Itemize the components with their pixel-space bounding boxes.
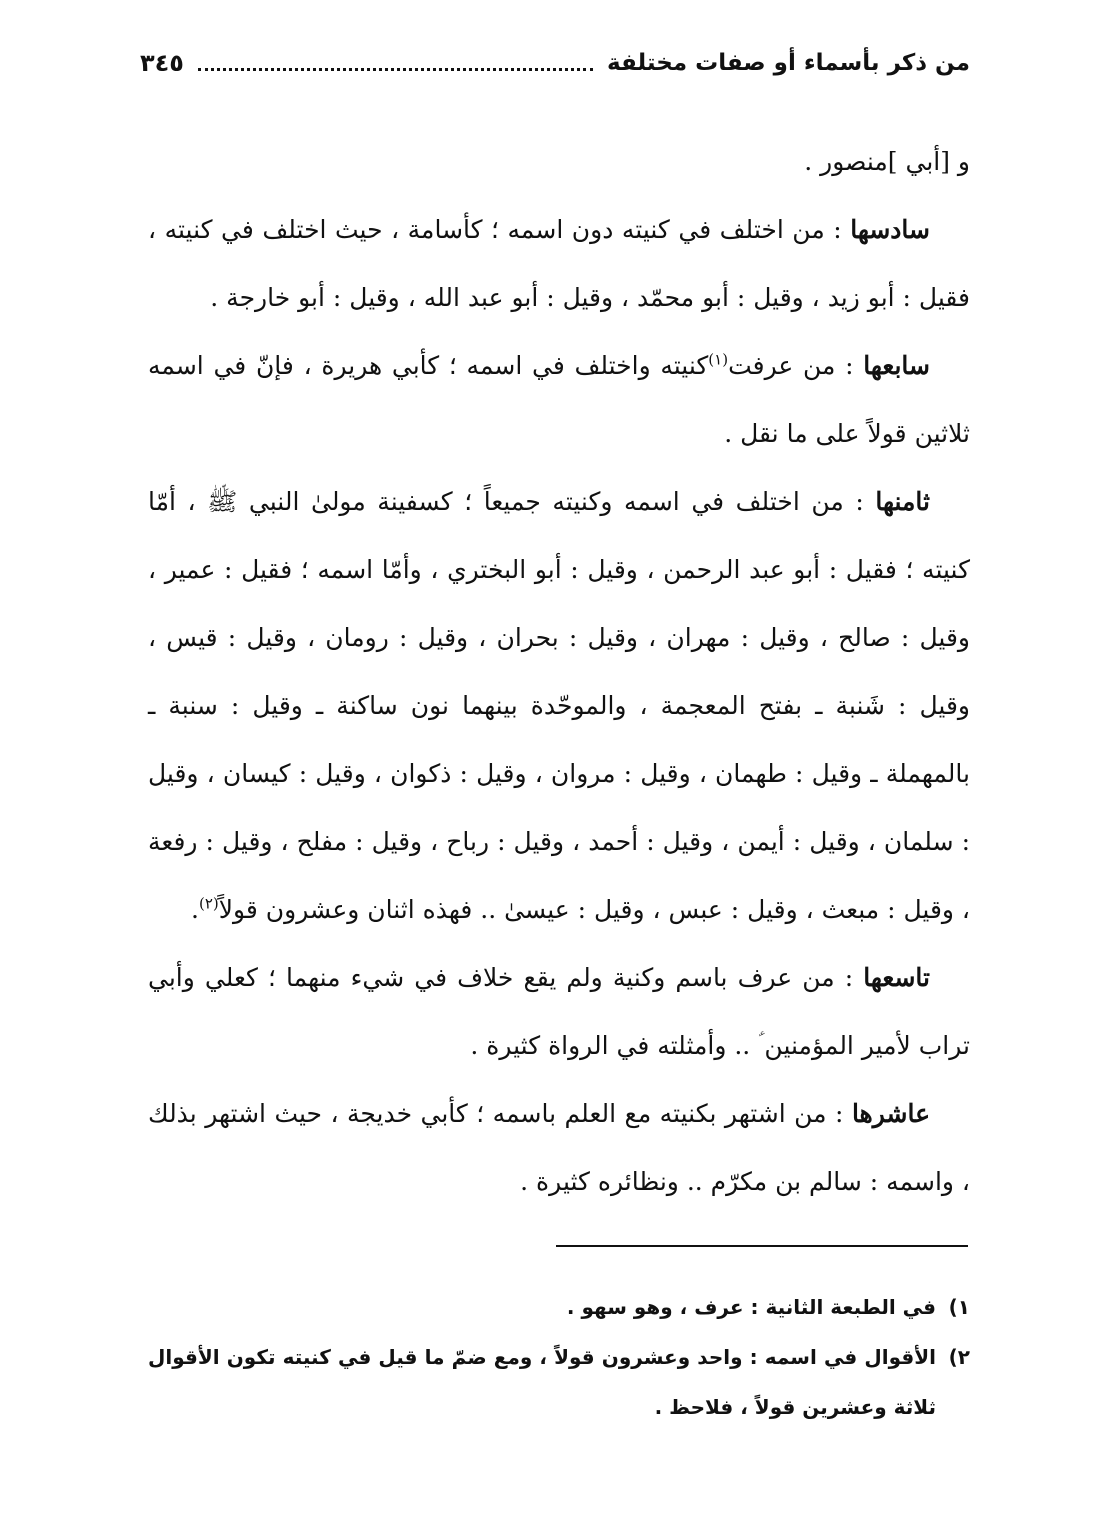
paragraph-text: و [أبي ]منصور . (804, 147, 970, 176)
paragraph-text: : من عرف باسم وكنية ولم يقع خلاف في شيء منهما ؛ كعلي وأبي تراب لأمير المؤمنين ؑ .. وأمثلته في الرواة كثيرة . (148, 963, 970, 1060)
paragraph-lead: تاسعها (863, 963, 931, 992)
paragraph-lead: سادسها (850, 215, 930, 244)
paragraph-seventh (148, 332, 970, 468)
paragraph-text: . (191, 895, 199, 924)
footnote-item (148, 1332, 970, 1432)
footnote-number: ١) (948, 1295, 970, 1319)
footnote-ref-1: (١) (708, 350, 729, 369)
footnote-separator (556, 1245, 968, 1247)
paragraph-text: : من عرفت (728, 351, 854, 380)
footnote-number: ٢) (948, 1345, 970, 1369)
paragraph-lead: سابعها (863, 351, 930, 380)
paragraph-text: : من اختلف في اسمه وكنيته جميعاً ؛ كسفينة مولىٰ النبي ﷺ ، أمّا كنيته ؛ فقيل : أبو عبد الرحمن ، وقيل : أبو البختري ، وأمّا اسمه ؛ فقيل : عمير ، وقيل : صالح ، وقيل : مهران ، وقيل : بحران ، وقيل : رومان ، وقيل : قيس ، وقيل : شَنبة ـ بفتح المعجمة ، والموحّدة بينهما نون ساكنة ـ وقيل : سنبة ـ بالمهملة ـ وقيل : طهمان ، وقيل : مروان ، وقيل : ذكوان ، وقيل : كيسان ، وقيل : سلمان ، وقيل : أيمن ، وقيل : أحمد ، وقيل : رباح ، وقيل : مفلح ، وقيل : رفعة ، وقيل : مبعث ، وقيل : عبس ، وقيل : عيسىٰ .. فهذه اثنان وعشرون قولاً (148, 487, 970, 924)
paragraph-text: : من اختلف في كنيته دون اسمه ؛ كأسامة ، حيث اختلف في كنيته ، فقيل : أبو زيد ، وقيل : أبو محمّد ، وقيل : أبو عبد الله ، وقيل : أبو خارجة . (148, 215, 970, 312)
paragraph-text: : من اشتهر بكنيته مع العلم باسمه ؛ كأبي خديجة ، حيث اشتهر بذلك ، واسمه : سالم بن مكرّم .. ونظائره كثيرة . (148, 1099, 970, 1196)
footnote-ref-2: (٢) (198, 894, 219, 913)
main-text (148, 128, 970, 1216)
paragraph-sixth (148, 196, 970, 332)
paragraph-text: كنيته واختلف في اسمه ؛ كأبي هريرة ، فإنّ في اسمه ثلاثين قولاً على ما نقل . (148, 351, 970, 448)
page-number: ٣٤٥ (140, 49, 184, 77)
paragraph-ninth (148, 944, 970, 1080)
footnote-text: في الطبعة الثانية : عرف ، وهو سهو . (566, 1295, 936, 1319)
running-title: من ذكر بأسماء أو صفات مختلفة (607, 50, 970, 76)
paragraph-tenth (148, 1080, 970, 1216)
paragraph-eighth (148, 468, 970, 944)
paragraph-continuation (148, 128, 970, 196)
paragraph-lead: ثامنها (875, 487, 930, 516)
footnote-text: الأقوال في اسمه : واحد وعشرون قولاً ، ومع ضمّ ما قيل في كنيته تكون الأقوال ثلاثة وعشرين قولاً ، فلاحظ . (148, 1345, 936, 1419)
page-header (140, 38, 970, 88)
footnote-item (148, 1282, 970, 1332)
paragraph-lead: عاشرها (851, 1099, 931, 1128)
footnotes (148, 1282, 970, 1432)
dotted-leader (198, 68, 593, 71)
